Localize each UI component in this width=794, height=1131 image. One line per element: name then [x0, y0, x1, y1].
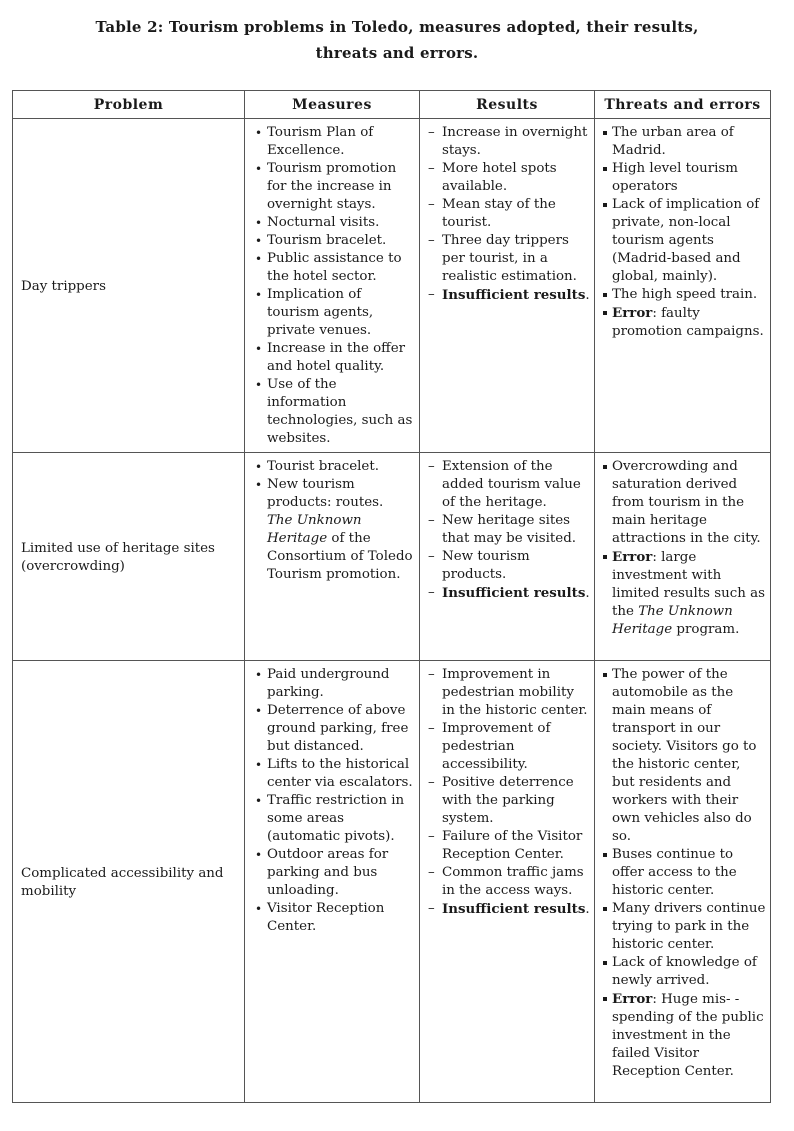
list-item: Lack of knowledge of newly arrived.: [601, 954, 766, 990]
list-item: • Traffic restriction in some areas (automatic pivots).: [255, 793, 405, 844]
list-item: Lack of implication of private, non-local tourism agents (Madrid-based and global, mainly).: [601, 196, 766, 286]
threats-cell: [595, 453, 771, 661]
list-item: • Tourism Plan of Excellence.: [255, 125, 374, 158]
list-item: • Deterrence of above ground parking, free but distanced.: [255, 703, 409, 754]
problem-cell: Limited use of heritage sites (overcrowding): [13, 453, 245, 661]
problem-cell: Day trippers: [13, 119, 245, 453]
list-item: • Implication of tourism agents, private venues.: [255, 287, 374, 338]
list-item: • New tourism products: routes.: [255, 477, 384, 510]
list-item: • Nocturnal visits.: [255, 215, 380, 230]
list-item: – Positive deterrence with the parking system.: [428, 775, 574, 826]
list-item: – Insufficient results.: [428, 901, 590, 917]
list-item: – Insufficient results.: [428, 287, 590, 303]
results-cell: [420, 661, 595, 1103]
list-item: The high speed train.: [601, 286, 766, 304]
table-caption: [0, 14, 794, 66]
list-item: – New heritage sites that may be visited.: [428, 513, 577, 546]
results-cell: [420, 453, 595, 661]
list-item: • Lifts to the historical center via escalators.: [255, 757, 413, 790]
tourism-problems-table: [12, 90, 771, 1103]
measures-cell: [245, 661, 420, 1103]
list-item: – Improvement of pedestrian accessibility.: [428, 721, 551, 772]
list-item: Buses continue to offer access to the historic center.: [601, 846, 766, 900]
list-item: The urban area of Madrid.: [601, 124, 766, 160]
list-item: High level tourism operators: [601, 160, 766, 196]
list-item: Many drivers continue trying to park in the historic center.: [601, 900, 766, 954]
list-item: – More hotel spots available.: [428, 161, 557, 194]
list-item: – Common traffic jams in the access ways.: [428, 865, 584, 898]
header-problem: Problem: [13, 91, 245, 119]
list-item: • Paid underground parking.: [255, 667, 390, 700]
problem-cell: Complicated accessibility and mobility: [13, 661, 245, 1103]
list-item: • Tourist bracelet.: [255, 459, 379, 474]
list-item: The Unknown Heritage of the Consortium of Toledo Tourism promotion.: [267, 513, 413, 582]
header-measures: Measures: [245, 91, 420, 119]
list-item: • Tourism bracelet.: [255, 233, 387, 248]
list-item: – New tourism products.: [428, 549, 530, 582]
list-item: • Public assistance to the hotel sector.: [255, 251, 402, 284]
list-item: – Increase in overnight stays.: [428, 125, 588, 158]
measures-cell: [245, 119, 420, 453]
list-item: – Mean stay of the tourist.: [428, 197, 556, 230]
threats-cell: [595, 119, 771, 453]
list-item: Overcrowding and saturation derived from tourism in the main heritage attractions in the city.: [601, 458, 766, 548]
results-cell: [420, 119, 595, 453]
list-item: • Tourism promotion for the increase in overnight stays.: [255, 161, 397, 212]
measures-cell: [245, 453, 420, 661]
caption-line-2: threats and errors.: [315, 44, 479, 62]
list-item: – Insufficient results.: [428, 585, 590, 601]
list-item: The power of the automobile as the main means of transport in our society. Visitors go to the historic center, but residents and workers with their own vehicles also do so.: [601, 666, 766, 846]
table-row: [13, 661, 771, 1103]
header-results: Results: [420, 91, 595, 119]
header-row: [13, 91, 771, 119]
list-item: – Extension of the added tourism value of the heritage.: [428, 459, 581, 510]
list-item: Error: Huge mis- -spending of the public investment in the failed Visitor Reception Center.: [601, 990, 766, 1081]
threats-cell: [595, 661, 771, 1103]
caption-line-1: Table 2: Tourism problems in Toledo, measures adopted, their results,: [95, 18, 699, 36]
list-item: Error: large investment with limited results such as the The Unknown Heritage program.: [601, 548, 766, 639]
list-item: – Improvement in pedestrian mobility in the historic center.: [428, 667, 588, 718]
list-item: – Failure of the Visitor Reception Center.: [428, 829, 583, 862]
table-row: [13, 453, 771, 661]
list-item: • Use of the information technologies, such as websites.: [255, 377, 413, 446]
list-item: • Outdoor areas for parking and bus unloading.: [255, 847, 389, 898]
list-item: Error: faulty promotion campaigns.: [601, 304, 766, 341]
table-row: [13, 119, 771, 453]
list-item: • Visitor Reception Center.: [255, 901, 385, 934]
list-item: • Increase in the offer and hotel quality.: [255, 341, 406, 374]
list-item: – Three day trippers per tourist, in a realistic estimation.: [428, 233, 577, 284]
header-threats: Threats and errors: [595, 91, 771, 119]
